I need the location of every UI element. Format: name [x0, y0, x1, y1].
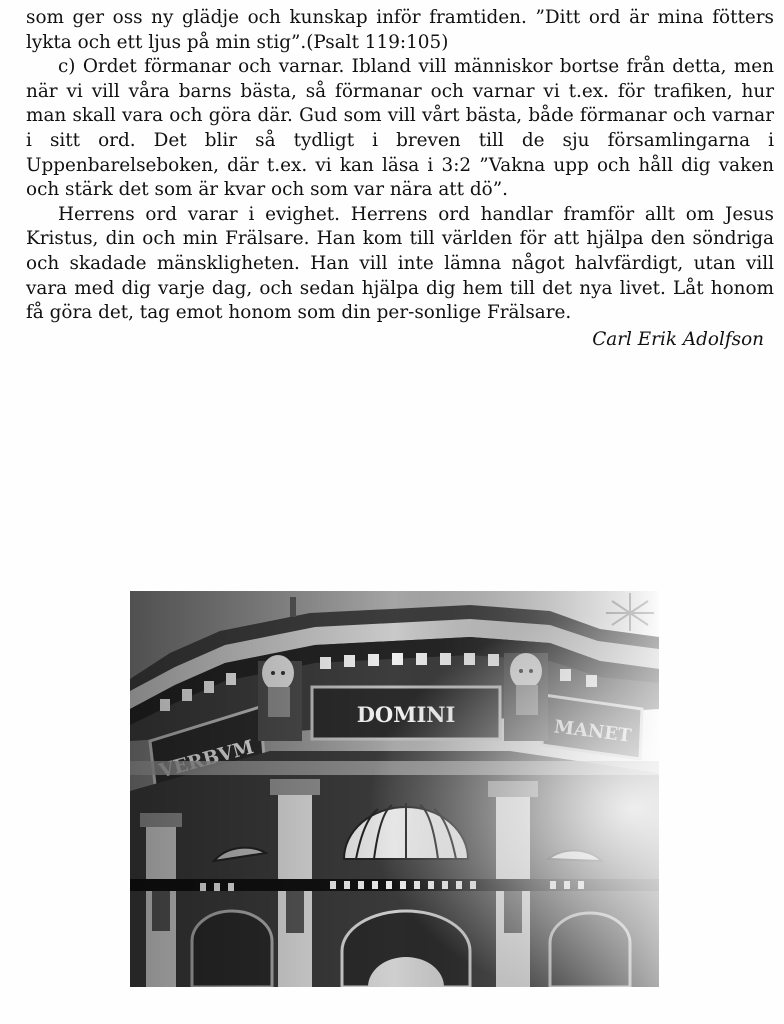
paragraph-2: c) Ordet förmanar och varnar. Ibland vill människor bortse från detta, men när vi vill våra barns bästa, så förmanar och varnar vi t.ex. för trafiken, hur man skall vara och göra där. Gud som vill vårt bästa, både förmanar och varnar i sitt ord. Det blir så tydligt i breven till de sju församlingarna i Uppenbarelseboken, där t.ex. vi kan läsa i 3:2 ”Vakna upp och håll dig vaken och stärk det som är kvar och som var nära att dö”.	[26, 56, 774, 201]
pulpit-illustration	[130, 591, 659, 987]
article-text	[26, 6, 774, 352]
pulpit-photo	[130, 591, 659, 987]
paragraph-3: Herrens ord varar i evighet. Herrens ord handlar framför allt om Jesus Kristus, din och min Frälsare. Han kom till världen för att hjälpa den söndriga och skadade mänskligheten. Han vill inte lämna något halvfärdigt, utan vill vara med dig varje dag, och sedan hjälpa dig hem till det nya livet. Låt honom få göra det, tag emot honom som din per-sonlige Frälsare.	[26, 203, 774, 324]
paragraph-1: som ger oss ny glädje och kunskap inför framtiden. ”Ditt ord är mina fötters lykta och ett ljus på min stig”.(Psalt 119:105)	[26, 7, 774, 53]
author-signature: Carl Erik Adolfson	[592, 328, 764, 350]
